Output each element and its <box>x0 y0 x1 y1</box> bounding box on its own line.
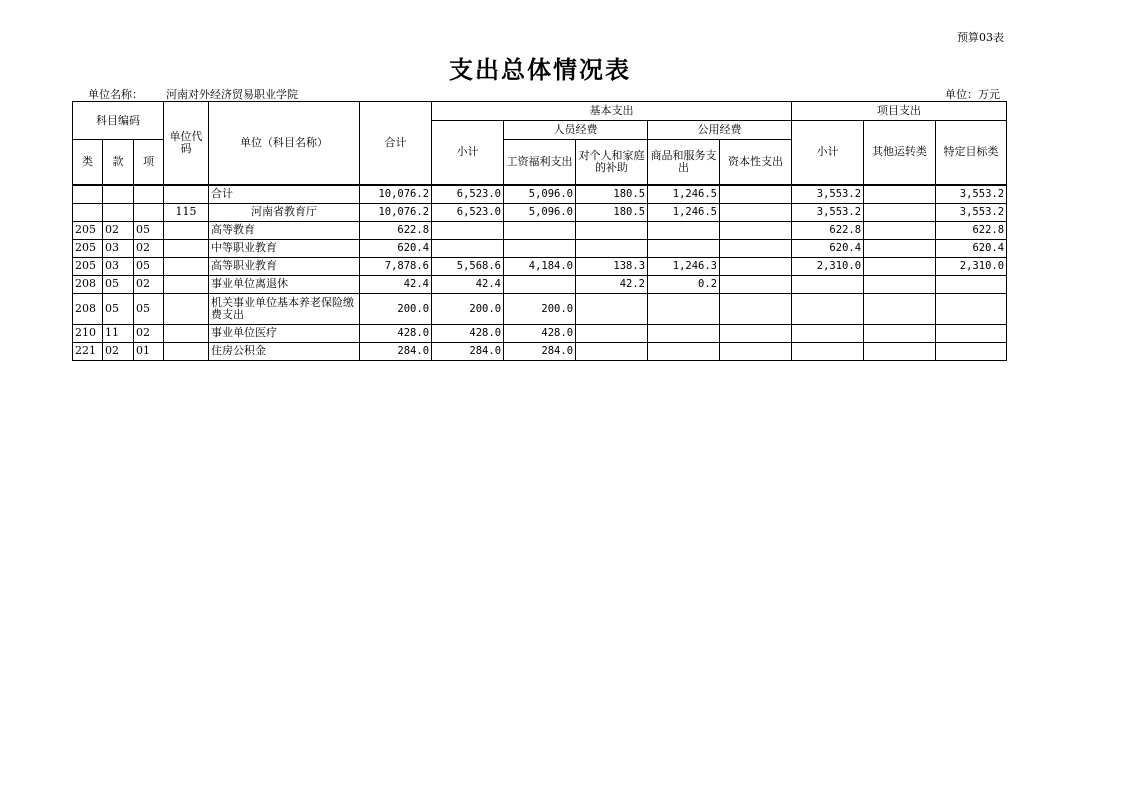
cell-basic-subtotal: 284.0 <box>432 342 504 360</box>
cell-kuan: 11 <box>103 324 134 342</box>
cell-name: 高等教育 <box>209 221 360 239</box>
header-personal-subsidy: 对个人和家庭的补助 <box>576 140 648 185</box>
cell-kuan: 03 <box>103 239 134 257</box>
header-unit-subject-name: 单位（科目名称） <box>209 102 360 185</box>
cell-subsidy <box>576 293 648 324</box>
cell-name: 住房公积金 <box>209 342 360 360</box>
cell-unit-code <box>164 221 209 239</box>
cell-name: 合计 <box>209 185 360 204</box>
cell-goods: 1,246.5 <box>648 203 720 221</box>
cell-kuan <box>103 203 134 221</box>
cell-other <box>864 185 936 204</box>
cell-capital <box>720 293 792 324</box>
cell-salary: 428.0 <box>504 324 576 342</box>
cell-name: 事业单位医疗 <box>209 324 360 342</box>
header-basic-expenditure: 基本支出 <box>432 102 792 121</box>
cell-capital <box>720 342 792 360</box>
cell-kuan: 03 <box>103 257 134 275</box>
cell-kuan: 02 <box>103 342 134 360</box>
cell-specific <box>936 275 1007 293</box>
cell-capital <box>720 239 792 257</box>
cell-salary: 200.0 <box>504 293 576 324</box>
cell-salary <box>504 221 576 239</box>
cell-specific: 622.8 <box>936 221 1007 239</box>
unit-name-label: 单位名称： <box>88 88 143 101</box>
unit-name-row <box>88 86 298 102</box>
cell-goods: 1,246.3 <box>648 257 720 275</box>
cell-xiang: 05 <box>134 257 164 275</box>
header-capital: 资本性支出 <box>720 140 792 185</box>
cell-xiang: 02 <box>134 275 164 293</box>
table-row <box>73 239 1007 257</box>
cell-kuan: 02 <box>103 221 134 239</box>
cell-salary <box>504 275 576 293</box>
cell-unit-code <box>164 342 209 360</box>
header-kuan: 款 <box>103 140 134 185</box>
header-lei: 类 <box>73 140 103 185</box>
cell-salary <box>504 239 576 257</box>
cell-kuan: 05 <box>103 293 134 324</box>
cell-project-subtotal <box>792 342 864 360</box>
cell-other <box>864 275 936 293</box>
cell-project-subtotal: 3,553.2 <box>792 185 864 204</box>
cell-subsidy: 42.2 <box>576 275 648 293</box>
header-subject-code: 科目编码 <box>73 102 164 140</box>
header-goods-services: 商品和服务支出 <box>648 140 720 185</box>
cell-other <box>864 324 936 342</box>
cell-project-subtotal: 620.4 <box>792 239 864 257</box>
header-salary-welfare: 工资福利支出 <box>504 140 576 185</box>
cell-other <box>864 257 936 275</box>
cell-project-subtotal: 622.8 <box>792 221 864 239</box>
currency-unit: 单位：万元 <box>945 88 1000 101</box>
cell-unit-code <box>164 239 209 257</box>
cell-other <box>864 293 936 324</box>
cell-lei: 205 <box>73 239 103 257</box>
cell-capital <box>720 203 792 221</box>
header-xiang: 项 <box>134 140 164 185</box>
cell-subsidy: 180.5 <box>576 203 648 221</box>
cell-total: 622.8 <box>360 221 432 239</box>
cell-basic-subtotal: 6,523.0 <box>432 185 504 204</box>
header-project-expenditure: 项目支出 <box>792 102 1007 121</box>
header-total: 合计 <box>360 102 432 185</box>
cell-total: 200.0 <box>360 293 432 324</box>
cell-specific <box>936 324 1007 342</box>
cell-subsidy: 180.5 <box>576 185 648 204</box>
cell-unit-code <box>164 275 209 293</box>
header-basic-subtotal: 小计 <box>432 121 504 185</box>
cell-subsidy <box>576 324 648 342</box>
header-public: 公用经费 <box>648 121 792 140</box>
cell-project-subtotal: 3,553.2 <box>792 203 864 221</box>
cell-goods <box>648 324 720 342</box>
cell-lei: 208 <box>73 275 103 293</box>
cell-xiang <box>134 203 164 221</box>
cell-subsidy: 138.3 <box>576 257 648 275</box>
cell-name: 河南省教育厅 <box>209 203 360 221</box>
cell-unit-code <box>164 293 209 324</box>
cell-unit-code <box>164 257 209 275</box>
table-row <box>73 293 1007 324</box>
cell-name: 高等职业教育 <box>209 257 360 275</box>
cell-kuan: 05 <box>103 275 134 293</box>
cell-salary: 284.0 <box>504 342 576 360</box>
cell-kuan <box>103 185 134 204</box>
cell-total: 284.0 <box>360 342 432 360</box>
form-code: 预算03表 <box>957 31 1004 44</box>
cell-capital <box>720 221 792 239</box>
cell-name: 事业单位离退休 <box>209 275 360 293</box>
expenditure-table <box>72 101 1007 361</box>
cell-total: 10,076.2 <box>360 185 432 204</box>
cell-lei: 205 <box>73 221 103 239</box>
cell-name: 机关事业单位基本养老保险缴费支出 <box>209 293 360 324</box>
table-row <box>73 257 1007 275</box>
cell-name: 中等职业教育 <box>209 239 360 257</box>
cell-basic-subtotal: 42.4 <box>432 275 504 293</box>
cell-total: 620.4 <box>360 239 432 257</box>
cell-capital <box>720 257 792 275</box>
table-row <box>73 342 1007 360</box>
page-title: 支出总体情况表 <box>449 55 631 84</box>
cell-xiang: 01 <box>134 342 164 360</box>
header-unit-code: 单位代码 <box>164 102 209 185</box>
cell-lei: 221 <box>73 342 103 360</box>
cell-specific: 3,553.2 <box>936 203 1007 221</box>
cell-lei: 205 <box>73 257 103 275</box>
cell-salary: 5,096.0 <box>504 203 576 221</box>
cell-basic-subtotal: 5,568.6 <box>432 257 504 275</box>
cell-goods <box>648 293 720 324</box>
cell-unit-code <box>164 185 209 204</box>
cell-xiang <box>134 185 164 204</box>
cell-goods: 1,246.5 <box>648 185 720 204</box>
table-row <box>73 324 1007 342</box>
table-row <box>73 221 1007 239</box>
header-personnel: 人员经费 <box>504 121 648 140</box>
cell-lei: 208 <box>73 293 103 324</box>
cell-subsidy <box>576 342 648 360</box>
cell-total: 42.4 <box>360 275 432 293</box>
cell-lei <box>73 185 103 204</box>
cell-subsidy <box>576 239 648 257</box>
cell-total: 428.0 <box>360 324 432 342</box>
cell-xiang: 05 <box>134 293 164 324</box>
cell-goods <box>648 342 720 360</box>
unit-name-value: 河南对外经济贸易职业学院 <box>166 88 298 101</box>
cell-xiang: 05 <box>134 221 164 239</box>
cell-other <box>864 221 936 239</box>
cell-subsidy <box>576 221 648 239</box>
cell-unit-code: 115 <box>164 203 209 221</box>
cell-basic-subtotal: 428.0 <box>432 324 504 342</box>
header-specific-target: 特定目标类 <box>936 121 1007 185</box>
cell-goods: 0.2 <box>648 275 720 293</box>
cell-basic-subtotal: 200.0 <box>432 293 504 324</box>
cell-specific <box>936 293 1007 324</box>
cell-project-subtotal <box>792 275 864 293</box>
cell-project-subtotal <box>792 324 864 342</box>
cell-total: 10,076.2 <box>360 203 432 221</box>
cell-other <box>864 203 936 221</box>
cell-xiang: 02 <box>134 239 164 257</box>
cell-salary: 5,096.0 <box>504 185 576 204</box>
cell-xiang: 02 <box>134 324 164 342</box>
cell-project-subtotal <box>792 293 864 324</box>
cell-salary: 4,184.0 <box>504 257 576 275</box>
cell-basic-subtotal: 6,523.0 <box>432 203 504 221</box>
cell-other <box>864 342 936 360</box>
cell-goods <box>648 221 720 239</box>
table-row <box>73 203 1007 221</box>
cell-basic-subtotal <box>432 221 504 239</box>
cell-specific: 3,553.2 <box>936 185 1007 204</box>
cell-basic-subtotal <box>432 239 504 257</box>
cell-specific: 620.4 <box>936 239 1007 257</box>
cell-specific <box>936 342 1007 360</box>
header-project-subtotal: 小计 <box>792 121 864 185</box>
table-row <box>73 275 1007 293</box>
cell-goods <box>648 239 720 257</box>
cell-total: 7,878.6 <box>360 257 432 275</box>
cell-unit-code <box>164 324 209 342</box>
cell-specific: 2,310.0 <box>936 257 1007 275</box>
header-other-transfer: 其他运转类 <box>864 121 936 185</box>
cell-capital <box>720 324 792 342</box>
cell-other <box>864 239 936 257</box>
cell-capital <box>720 275 792 293</box>
cell-lei <box>73 203 103 221</box>
cell-project-subtotal: 2,310.0 <box>792 257 864 275</box>
table-row <box>73 185 1007 204</box>
cell-capital <box>720 185 792 204</box>
cell-lei: 210 <box>73 324 103 342</box>
